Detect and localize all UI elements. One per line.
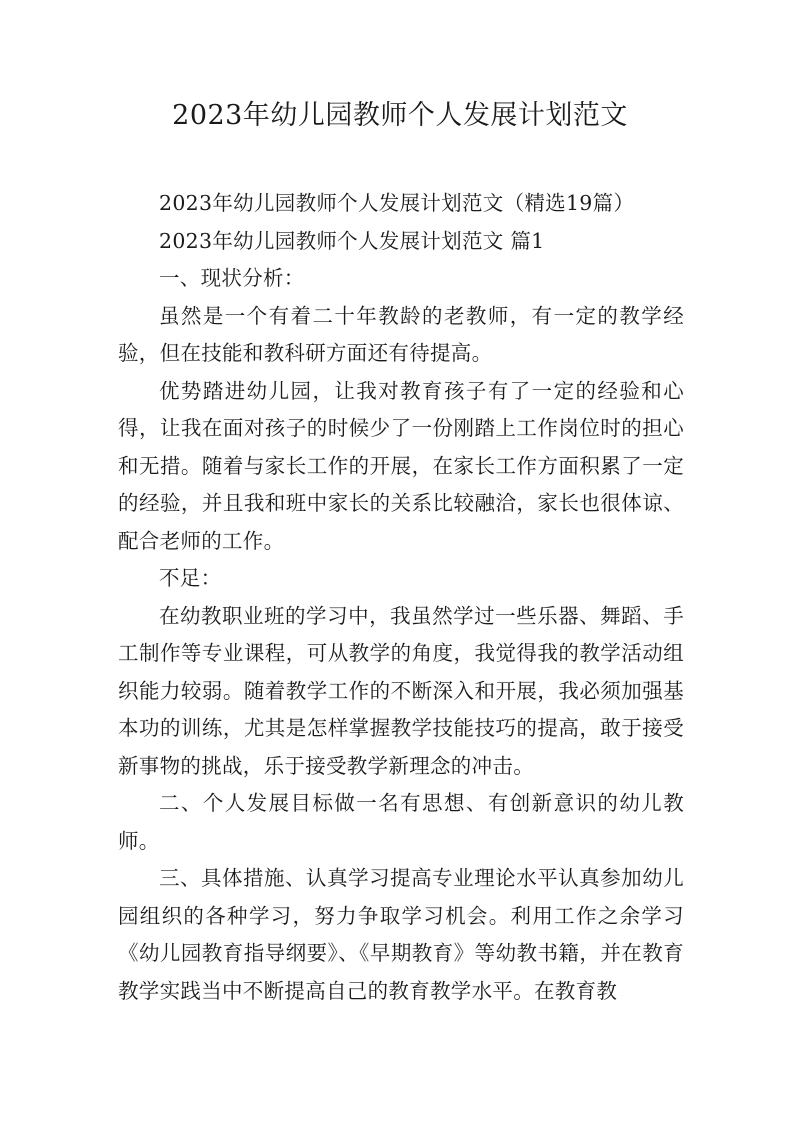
paragraph-heading-shortcomings: 不足： [159, 566, 222, 590]
paragraph: 在幼教职业班的学习中，我虽然学过一些乐器、舞蹈、手工制作等专业课程，可从教学的角度，我觉得我的教学活动组织能力较弱。随着教学工作的不断深入和开展，我必须加强基本功的训练，尤其是怎样掌握教学技能技巧的提高，敢于接受新事物的挑战，乐于接受教学新理念的冲击。 [118, 603, 684, 778]
paragraph: 虽然是一个有着二十年教龄的老教师，有一定的教学经验，但在技能和教科研方面还有待提高。 [118, 303, 684, 365]
paragraph-subtitle: 2023年幼儿园教师个人发展计划范文（精选19篇） [159, 191, 635, 215]
paragraph: 三、具体措施、认真学习提高专业理论水平认真参加幼儿园组织的各种学习，努力争取学习机会。利用工作之余学习《幼儿园教育指导纲要》、《早期教育》等幼教书籍，并在教育教学实践当中不断提高自己的教育教学水平。在教育教 [118, 866, 684, 1003]
document-body [118, 185, 684, 1010]
paragraph-section-heading: 2023年幼儿园教师个人发展计划范文 篇1 [159, 228, 545, 253]
paragraph: 优势踏进幼儿园，让我对教育孩子有了一定的经验和心得，让我在面对孩子的时候少了一份刚踏上工作岗位时的担心和无措。随着与家长工作的开展，在家长工作方面积累了一定的经验，并且我和班中家长的关系比较融洽，家长也很体谅、配合老师的工作。 [118, 378, 684, 553]
paragraph: 二、个人发展目标做一名有思想、有创新意识的幼儿教师。 [118, 791, 684, 853]
paragraph-heading-status: 一、现状分析： [159, 266, 305, 290]
document-title: 2023年幼儿园教师个人发展计划范文 [172, 100, 628, 131]
